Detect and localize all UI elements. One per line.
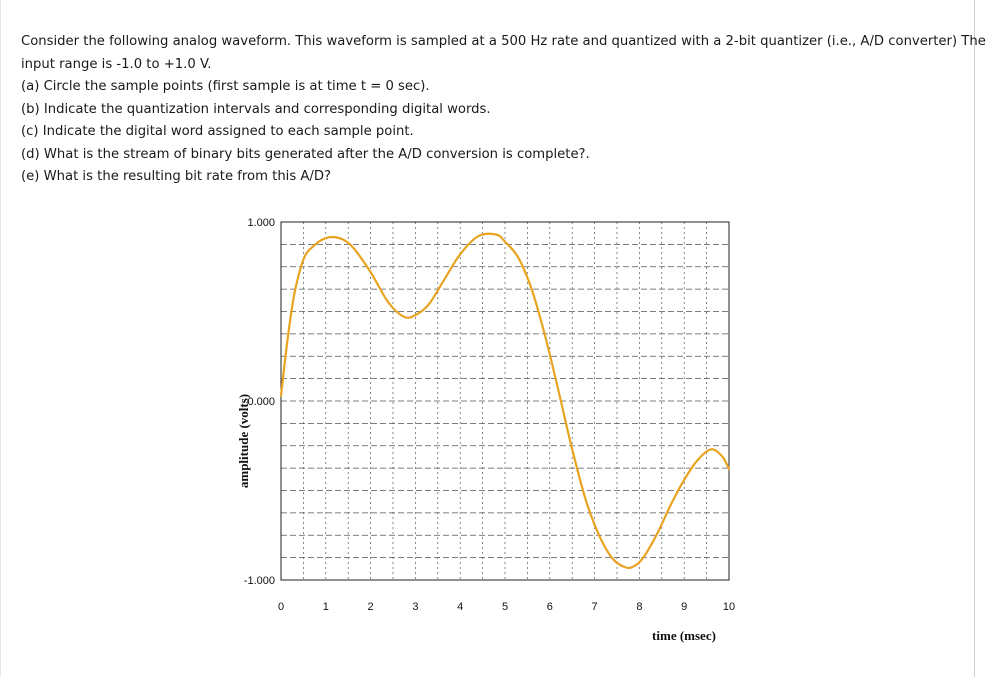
x-tick-label: 9: [681, 601, 688, 613]
x-tick-label: 4: [457, 601, 464, 613]
question-part-e: (e) What is the resulting bit rate from this A/D?: [21, 169, 332, 184]
y-tick-label: -1.000: [243, 575, 275, 587]
x-tick-label: 2: [367, 601, 374, 613]
question-part-d: (d) What is the stream of binary bits generated after the A/D conversion is complete?.: [21, 146, 590, 162]
x-tick-label: 6: [546, 601, 553, 613]
x-axis-ticks: [278, 601, 735, 613]
x-tick-label: 1: [322, 601, 329, 613]
x-tick-label: 3: [412, 601, 419, 613]
question-part-c: (c) Indicate the digital word assigned to each sample point.: [21, 124, 414, 139]
y-tick-label: 0.000: [247, 396, 275, 408]
x-tick-label: 5: [501, 601, 509, 613]
question-intro-line1: Consider the following analog waveform. This waveform is sampled at a 500 Hz rate and quantized with a 2-bit quantizer (i.e., A/D converter) The: [21, 34, 986, 49]
x-tick-label: 0: [277, 601, 285, 613]
y-axis-label: amplitude (volts): [236, 393, 251, 489]
x-tick-label: 7: [591, 601, 598, 613]
question-intro-line2: input range is -1.0 to +1.0 V.: [21, 56, 212, 72]
question-part-b: (b) Indicate the quantization intervals and corresponding digital words.: [21, 101, 491, 117]
x-axis-label: time (msec): [652, 628, 716, 643]
x-tick-label: 8: [636, 601, 643, 613]
question-part-a: (a) Circle the sample points (first sample is at time t = 0 sec).: [21, 79, 430, 94]
y-tick-label: 1.000: [247, 217, 275, 229]
x-tick-label: 10: [722, 601, 736, 613]
